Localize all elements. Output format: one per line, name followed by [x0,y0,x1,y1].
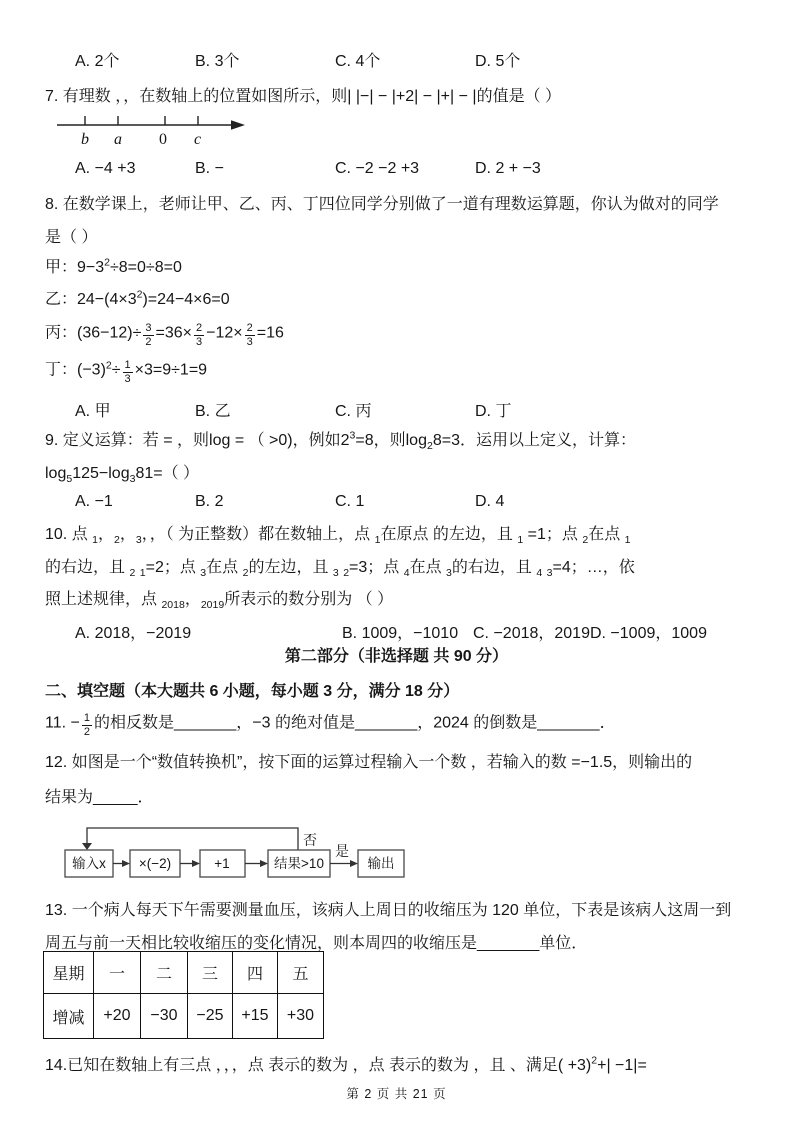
q14-stem: 14.已知在数轴上有三点 ，，，点 表示的数为 ，点 表示的数为 ，且 、满足( +3)$^2$+| −1|= [45,1054,647,1074]
q10-option-a: A. 2018，−2019 [75,625,192,642]
q7-stem: 7. 有理数 ，，在数轴上的位置如图所示，则| |−| − |+2| − |+| − |的值是（ ） [45,88,562,105]
table-value-cell: −25 [188,994,233,1039]
table-header-cell: 五 [278,952,324,994]
fill-in-section-header: 二、填空题（本大题共 6 小题，每小题 3 分，满分 18 分） [45,683,460,700]
table-value-row [44,994,324,1039]
axis-label-a: a [114,131,122,148]
q13-stem-line2: 周五与前一天相比较收缩压的变化情况，则本周四的收缩压是_______单位． [45,935,588,952]
flowchart-label-times-neg2: ×(−2) [138,856,172,871]
q8-option-c: C. 丙 [335,403,372,420]
table-header-row [44,952,324,994]
q13-stem-line1: 13. 一个病人每天下午需要测量血压，该病人上周日的收缩压为 120 单位，下表是该病人这周一到 [45,902,732,919]
q6-option-c: C. 4个 [335,53,381,70]
q9-option-a: A. −1 [75,493,113,510]
table-value-cell: +15 [233,994,278,1039]
number-line-arrow [231,120,245,130]
q9-option-c: C. 1 [335,493,365,510]
q7-option-b: B. − [195,160,224,177]
q8-option-b: B. 乙 [195,403,231,420]
flowchart-label-check: 结果>10 [274,856,324,871]
q12-stem-line1: 12. 如图是一个“数值转换机”，按下面的运算过程输入一个数 ，若输入的数 =−1.5，则输出的 [45,754,693,771]
flowchart-yes-label: 是 [335,843,349,859]
table-header-cell: 三 [188,952,233,994]
flowchart-no-label: 否 [303,832,317,848]
q8-solution-jia: 甲：$9-3^2\div 8=0\div 8=0$ [45,256,182,276]
flowchart-label-plus1: +1 [214,856,230,871]
q8-solution-bing: 丙：(36−12)÷ $\frac{3}{2}$ =36× $\frac{2}{3}$ −12× $\frac{2}{3}$ =16 [45,322,284,348]
q10-option-b: B. 1009，−1010 [342,625,459,642]
q6-option-d: D. 5个 [475,53,521,70]
flowchart-label-input: 输入x [72,856,106,871]
table-header-cell: 四 [233,952,278,994]
table-value-cell: +30 [278,994,324,1039]
q8-stem-line2: 是（ ） [45,229,98,246]
q10-options-cd [473,620,707,643]
q8-stem-line1: 8. 在数学课上，老师让甲、乙、丙、丁四位同学分别做了一道有理数运算题，你认为做对的同学 [45,196,719,213]
axis-label-b: b [81,131,89,148]
q8-option-a: A. 甲 [75,403,111,420]
q10-options-row [0,620,793,646]
q8-solution-ding: 丁：$(-3)^2\div$ $\frac{1}{3}$ ×3=9÷1=9 [45,359,208,385]
q10-stem-line1: 10. 点 $_1$，$_2$，$_3$，，（ 为正整数）都在数轴上，点 $_1$在原点 的左边，且 $_1$ =1；点 $_2$在点 $_1$ [45,526,631,547]
q12-stem-line2: 结果为_____． [45,789,154,806]
table-value-cell: −30 [141,994,188,1039]
q8-option-d: D. 丁 [475,403,512,420]
page-footer: 第 2 页 共 21 页 [346,1087,447,1101]
q10-option-d: D. −1009，1009 [589,625,707,642]
q10-option-c: C. −2018，2019 [473,625,590,642]
q10-stem-line2: 的右边，且 $_2$ $_1$=2；点 $_3$在点 $_2$的左边，且 $_3$ $_2$=3；点 $_4$在点 $_3$的右边，且 $_4$ $_3$=4；…，依 [45,559,635,580]
q9-option-d: D. 4 [475,493,505,510]
q9-option-b: B. 2 [195,493,224,510]
q7-option-d: D. 2 + −3 [475,160,541,177]
q7-option-a: A. −4 +3 [75,160,136,177]
table-value-cell: 增减 [44,994,94,1039]
q9-stem-line1: 9. 定义运算：若 = ，则log = （ >0)，例如$2^3=8$，则$\log_28=3$．运用以上定义，计算： [45,429,636,453]
table-header-cell: 星期 [44,952,94,994]
bp-change-table [43,951,324,1039]
number-line-figure [55,107,250,153]
part2-header: 第二部分（非选择题 共 90 分） [284,648,509,665]
axis-label-0: 0 [159,131,167,148]
table-header-cell: 一 [94,952,141,994]
table-value-cell: +20 [94,994,141,1039]
q6-options-row [0,48,793,74]
q7-option-c: C. −2 −2 +3 [335,160,420,177]
q6-option-a: A. 2个 [75,53,120,70]
q8-options-row [0,398,793,424]
q7-options-row [0,160,793,186]
flowchart-figure [60,822,412,884]
table-header-cell: 二 [141,952,188,994]
q6-option-b: B. 3个 [195,53,240,70]
q11-stem: 11. − $\frac{1}{2}$ 的相反数是_______，−3 的绝对值是_______，2024 的倒数是_______． [45,712,616,738]
axis-label-c: c [194,131,202,148]
flowchart-label-output: 输出 [367,856,395,871]
q9-options-row [0,493,793,519]
q10-stem-line3: 照上述规律，点 $_{2018}$，$_{2019}$所表示的数分别为 （ ） [45,591,394,612]
q8-solution-yi: 乙：$24-(4\times 3^2)=24-4\times 6=0$ [45,288,230,308]
q9-stem-line2: $\log_5125-\log_381=$（ ） [45,465,200,486]
